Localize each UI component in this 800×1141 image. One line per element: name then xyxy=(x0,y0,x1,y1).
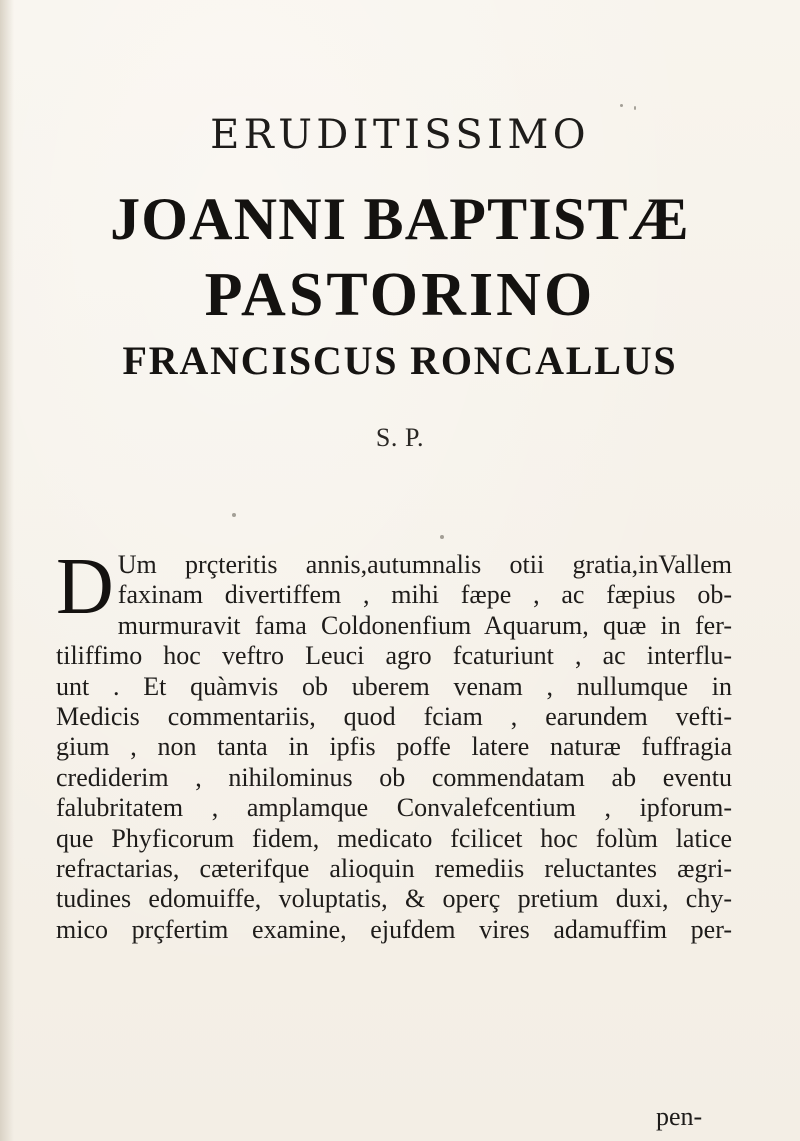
text-line: Medicis commentariis, quod fciam , earundem vefti- xyxy=(56,701,732,731)
text-line: unt . Et quàmvis ob uberem venam , nullumque in xyxy=(56,671,732,701)
author-line-franciscus-roncallus: FRANCISCUS RONCALLUS xyxy=(122,338,678,383)
text-line: gium , non tanta in ipfis poffe latere naturæ fuffragia xyxy=(56,732,732,762)
ink-speck xyxy=(620,104,623,107)
text-line: crediderim , nihilominus ob commendatam ab eventu xyxy=(56,762,732,792)
page-edge-shadow xyxy=(0,0,14,1141)
dedication-line-pastorino: PASTORINO xyxy=(204,261,596,329)
text-line: mico prçfertim examine, ejufdem vires adamuffim per- xyxy=(56,914,732,944)
text-line: refractarias, cæterifque alioquin remediis reluctantes ægri- xyxy=(56,853,732,883)
dedication-body xyxy=(56,543,732,945)
text-line: tiliffimo hoc veftro Leuci agro fcaturiunt , ac interflu- xyxy=(56,641,732,671)
text-line: tudines edomuiffe, voluptatis, & operç pretium duxi, chy- xyxy=(56,884,732,914)
text-line: que Phyficorum fidem, medicato fcilicet hoc folùm latice xyxy=(56,823,732,853)
text-line: faxinam divertiffem , mihi fæpe , ac fæpius ob- xyxy=(117,580,732,610)
dedication-line-eruditissimo: ERUDITISSIMO xyxy=(210,112,590,158)
ink-speck xyxy=(634,106,636,110)
text-line: Um prçteritis annis,autumnalis otii gratia,inVallem xyxy=(117,550,732,579)
text-line: murmuravit fama Coldonenfium Aquarum, quæ in fer- xyxy=(117,610,732,640)
salutation-sp: S. P. xyxy=(375,423,425,452)
catchword: pen- xyxy=(656,1102,703,1131)
text-line: falubritatem , amplamque Convalefcentium , ipforum- xyxy=(56,793,732,823)
dedication-line-joanni-baptistae: JOANNI BAPTISTÆ xyxy=(110,186,690,252)
ink-speck xyxy=(232,513,236,517)
ink-speck xyxy=(440,535,444,539)
drop-cap-initial: D xyxy=(56,543,114,631)
